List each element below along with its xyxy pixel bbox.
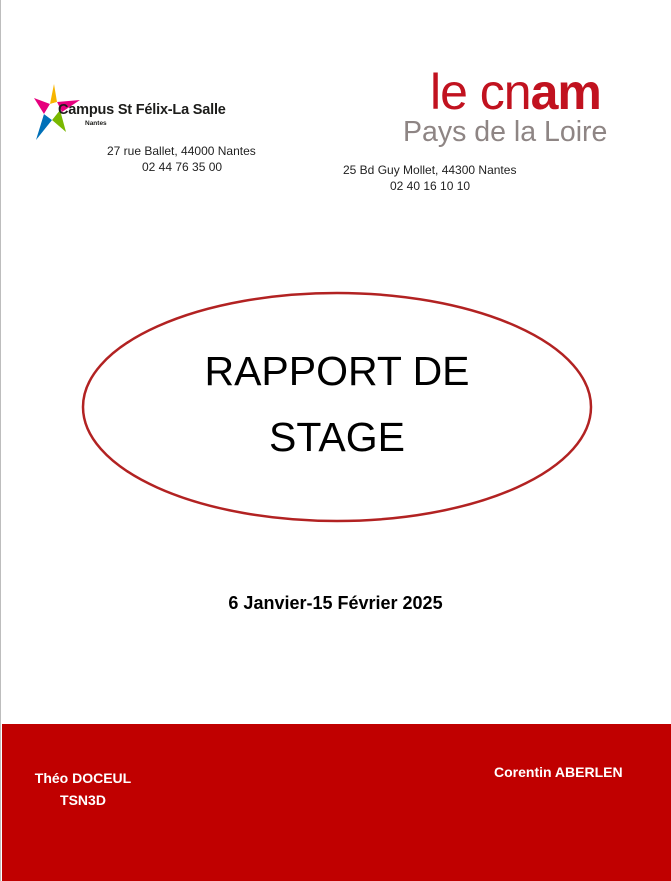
- campus-name: Campus St Félix-La Salle: [58, 102, 226, 118]
- page-edge: [0, 0, 1, 881]
- student-name: Théo DOCEUL: [34, 770, 132, 786]
- campus-logo: [26, 80, 226, 142]
- cnam-logo-prefix: le cn: [430, 64, 531, 120]
- cnam-logo: [430, 62, 601, 122]
- title-line1: RAPPORT DE: [204, 348, 470, 394]
- student-class: TSN3D: [60, 792, 106, 808]
- campus-address: 27 rue Ballet, 44000 Nantes: [107, 144, 256, 158]
- cnam-region: Pays de la Loire: [403, 116, 608, 148]
- internship-dates: 6 Janvier-15 Février 2025: [228, 593, 443, 613]
- title-line2: STAGE: [269, 414, 405, 460]
- cnam-address: 25 Bd Guy Mollet, 44300 Nantes: [343, 163, 517, 177]
- campus-phone: 02 44 76 35 00: [142, 160, 223, 174]
- student-info: [33, 767, 133, 811]
- campus-city: Nantes: [85, 120, 107, 127]
- tutor-name: Corentin ABERLEN: [494, 764, 623, 780]
- page-title: [80, 338, 594, 470]
- cnam-phone: 02 40 16 10 10: [390, 179, 471, 193]
- cnam-logo-bold: am: [530, 64, 601, 120]
